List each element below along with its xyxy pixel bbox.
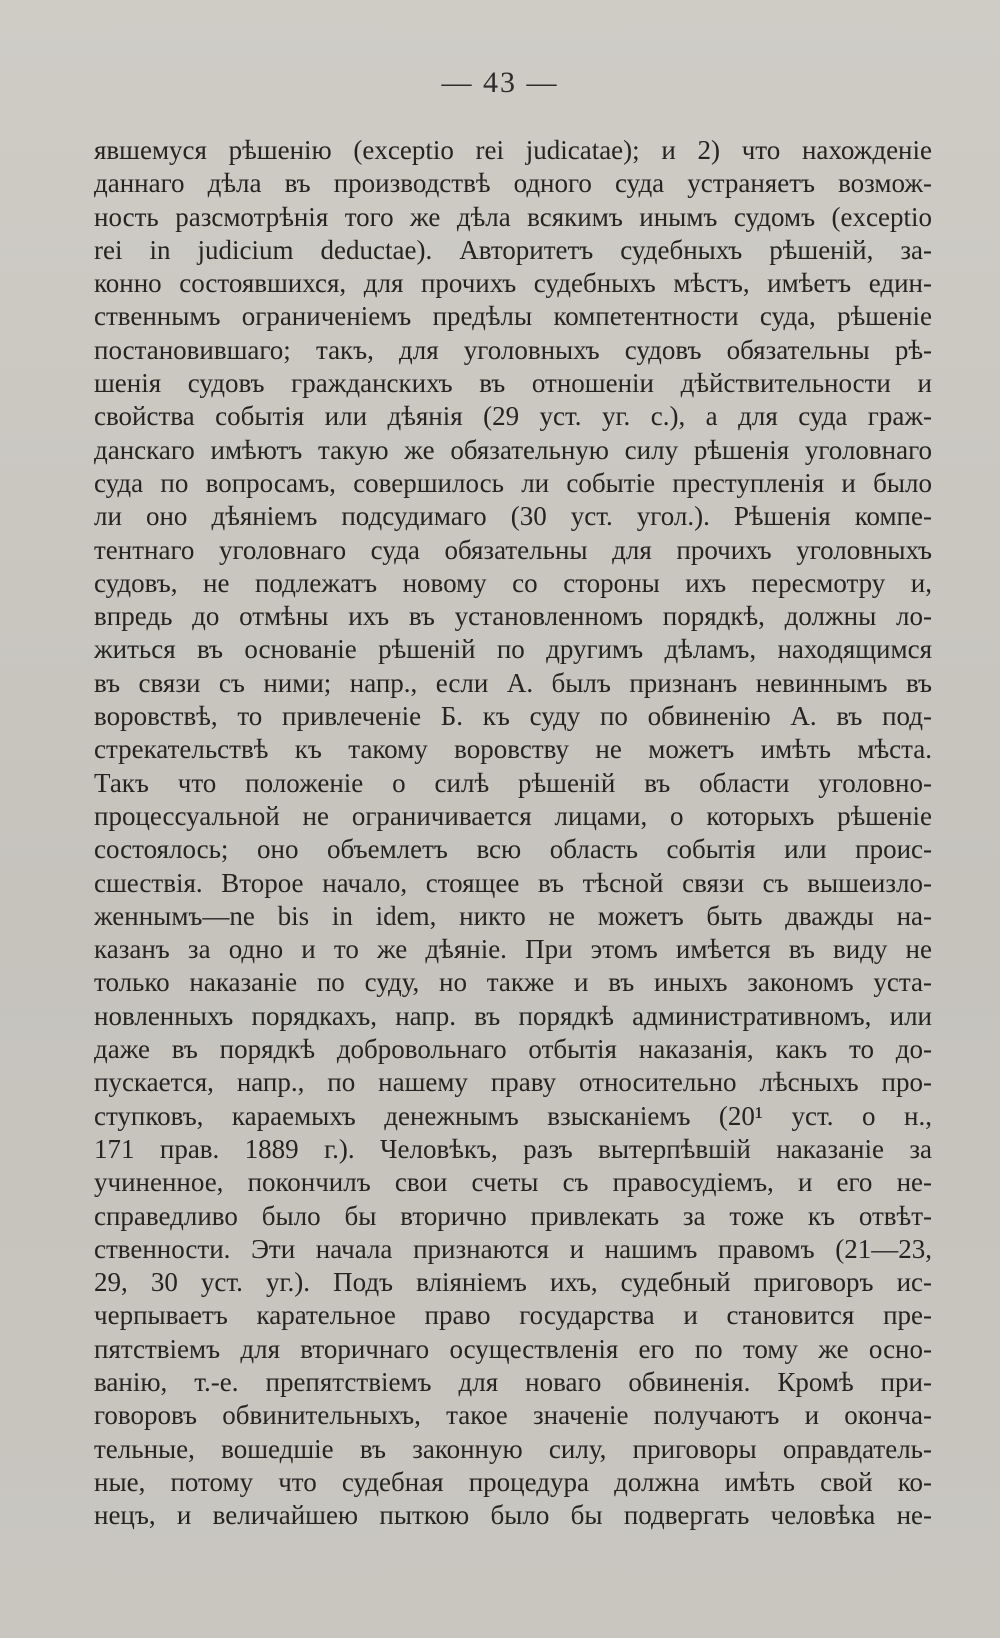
text-line: тельные, вошедшіе въ законную силу, приговоры оправдатель-	[94, 1433, 932, 1464]
text-line: казанъ за одно и то же дѣяніе. При этомъ имѣется въ виду не	[94, 934, 932, 965]
text-line: воровствѣ, то привлеченіе Б. къ суду по обвиненію А. въ под-	[94, 701, 932, 732]
text-line: тентнаго уголовнаго суда обязательны для прочихъ уголовныхъ	[94, 534, 932, 565]
text-line: сшествія. Второе начало, стоящее въ тѣсной связи съ вышеизло-	[94, 867, 932, 898]
text-line: впредь до отмѣны ихъ въ установленномъ порядкѣ, должны ло-	[94, 601, 932, 632]
text-line: ли оно дѣяніемъ подсудимаго (30 уст. угол.). Рѣшенія компе-	[94, 501, 932, 532]
text-line: новленныхъ порядкахъ, напр. въ порядкѣ административномъ, или	[94, 1000, 932, 1031]
text-line: 171 прав. 1889 г.). Человѣкъ, разъ вытерпѣвшій наказаніе за	[94, 1133, 932, 1164]
text-line: процессуальной не ограничивается лицами, о которыхъ рѣшеніе	[94, 800, 932, 831]
body-text	[94, 134, 932, 1532]
text-line: данскаго имѣютъ такую же обязательную силу рѣшенія уголовнаго	[94, 434, 932, 465]
text-line: учиненное, покончилъ свои счеты съ правосудіемъ, и его не-	[94, 1167, 932, 1198]
text-line: женнымъ—ne bis in idem, никто не можетъ быть дважды на-	[94, 900, 932, 931]
text-line: ные, потому что судебная процедура должна имѣть свой ко-	[94, 1466, 932, 1497]
text-line: пятствіемъ для вторичнаго осуществленія его по тому же осно-	[94, 1333, 932, 1364]
text-line: пускается, напр., по нашему праву относительно лѣсныхъ про-	[94, 1067, 932, 1098]
text-line: стрекательствѣ къ такому воровству не можетъ имѣть мѣста.	[94, 734, 932, 765]
text-line: явшемуся рѣшенію (exceptio rei judicatae); и 2) что нахожденіе	[94, 135, 932, 165]
text-line: ственности. Эти начала признаются и нашимъ правомъ (21—23,	[94, 1233, 932, 1264]
page-number: — 43 —	[441, 66, 559, 99]
text-line: Такъ что положеніе о силѣ рѣшеній въ области уголовно-	[94, 767, 932, 798]
text-line: справедливо было бы вторично привлекать за тоже къ отвѣт-	[94, 1200, 932, 1231]
text-line: въ связи съ ними; напр., если А. былъ признанъ невиннымъ въ	[94, 667, 932, 698]
text-line: rei in judicium deductae). Авторитетъ судебныхъ рѣшеній, за-	[94, 234, 932, 265]
text-line: житься въ основаніе рѣшеній по другимъ дѣламъ, находящимся	[94, 634, 932, 665]
text-line: даннаго дѣла въ производствѣ одного суда устраняетъ возмож-	[94, 168, 932, 199]
text-line: черпываетъ карательное право государства и становится пре-	[94, 1300, 932, 1331]
text-line: судовъ, не подлежатъ новому со стороны ихъ пересмотру и,	[94, 567, 932, 598]
text-line: ственнымъ ограниченіемъ предѣлы компетентности суда, рѣшеніе	[94, 301, 932, 332]
text-line: суда по вопросамъ, совершилось ли событіе преступленія и было	[94, 467, 932, 498]
text-line: ванію, т.-е. препятствіемъ для новаго обвиненія. Кромѣ при-	[94, 1366, 932, 1397]
text-line: ность разсмотрѣнія того же дѣла всякимъ инымъ судомъ (exceptio	[94, 201, 932, 232]
text-line: ступковъ, караемыхъ денежнымъ взысканіемъ (20¹ уст. о н.,	[94, 1100, 932, 1131]
text-line: конно состоявшихся, для прочихъ судебныхъ мѣстъ, имѣетъ един-	[94, 268, 932, 299]
text-line: говоровъ обвинительныхъ, такое значеніе получаютъ и оконча-	[94, 1400, 932, 1431]
text-line: даже въ порядкѣ добровольнаго отбытія наказанія, какъ то до-	[94, 1034, 932, 1065]
text-line: свойства событія или дѣянія (29 уст. уг. с.), а для суда граж-	[94, 401, 932, 432]
text-line: состоялось; оно объемлетъ всю область событія или проис-	[94, 834, 932, 865]
text-line: только наказаніе по суду, но также и въ иныхъ закономъ уста-	[94, 967, 932, 998]
text-line: нецъ, и величайшею пыткою было бы подвергать человѣка не-	[94, 1500, 932, 1531]
text-line: шенія судовъ гражданскихъ въ отношеніи дѣйствительности и	[94, 368, 932, 399]
text-line: 29, 30 уст. уг.). Подъ вліяніемъ ихъ, судебный приговоръ ис-	[94, 1267, 932, 1298]
text-line: постановившаго; такъ, для уголовныхъ судовъ обязательны рѣ-	[94, 334, 932, 365]
